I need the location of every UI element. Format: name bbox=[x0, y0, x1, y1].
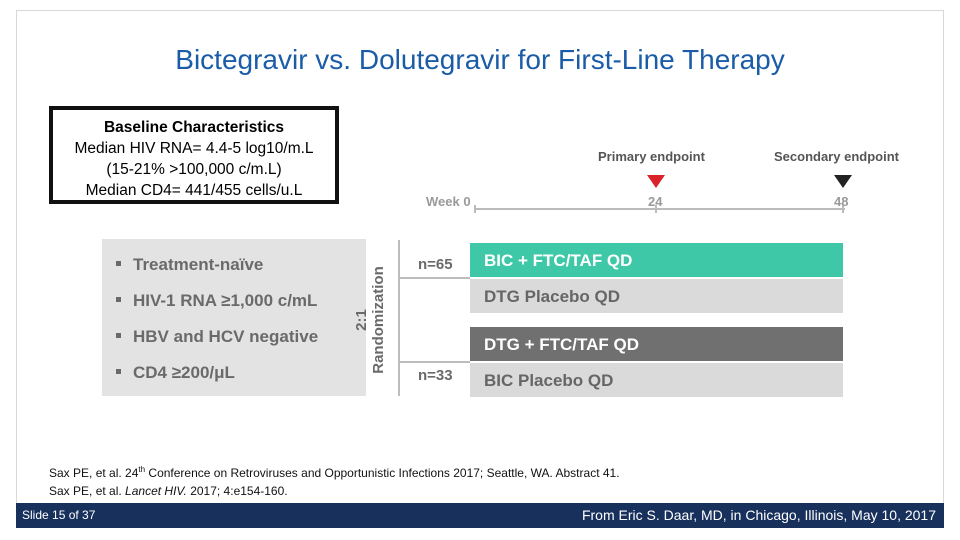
slide-title: Bictegravir vs. Dolutegravir for First-Line Therapy bbox=[175, 44, 785, 75]
randomization-text: Randomization bbox=[370, 266, 387, 374]
slide-number: Slide 15 of 37 bbox=[22, 508, 96, 522]
arm-bic-ftc-taf: BIC + FTC/TAF QD bbox=[470, 243, 843, 277]
bullet-icon bbox=[116, 261, 121, 266]
secondary-endpoint-label: Secondary endpoint bbox=[774, 149, 899, 164]
baseline-characteristics-box bbox=[49, 106, 339, 204]
baseline-line: Median HIV RNA= 4.4-5 log10/m.L bbox=[74, 140, 314, 157]
primary-endpoint-label: Primary endpoint bbox=[598, 149, 705, 164]
bullet-icon bbox=[116, 369, 121, 374]
bullet-icon bbox=[116, 297, 121, 302]
timeline-tick bbox=[474, 205, 476, 213]
primary-endpoint-marker-icon bbox=[647, 175, 665, 188]
inclusion-criteria-panel bbox=[102, 239, 366, 396]
bullet-icon bbox=[116, 333, 121, 338]
references bbox=[49, 461, 620, 500]
tick-label-24: 24 bbox=[648, 194, 663, 209]
baseline-heading: Baseline Characteristics bbox=[103, 119, 285, 136]
branch-line bbox=[398, 240, 400, 396]
baseline-line: Median CD4= 441/455 cells/u.L bbox=[85, 182, 303, 199]
randomization-label bbox=[343, 240, 397, 400]
criteria-item: HIV-1 RNA ≥1,000 c/mL bbox=[116, 291, 317, 311]
secondary-endpoint-marker-icon bbox=[834, 175, 852, 188]
randomization-ratio: 2:1 bbox=[353, 309, 370, 331]
criteria-item: HBV and HCV negative bbox=[116, 327, 318, 347]
arm-dtg-ftc-taf: DTG + FTC/TAF QD bbox=[470, 327, 843, 361]
footer-credit: From Eric S. Daar, MD, in Chicago, Illinois, May 10, 2017 bbox=[581, 507, 936, 523]
reference-2: Sax PE, et al. Lancet HIV. 2017; 4:e154-160. bbox=[49, 484, 288, 498]
tick-label-48: 48 bbox=[834, 194, 849, 209]
baseline-line: (15-21% >100,000 c/m.L) bbox=[106, 161, 282, 178]
arm-dtg-placebo: DTG Placebo QD bbox=[470, 279, 843, 313]
criteria-item: CD4 ≥200/μL bbox=[116, 363, 235, 383]
criteria-item: Treatment-naïve bbox=[116, 255, 263, 275]
tick-label-week0: Week 0 bbox=[426, 194, 471, 209]
branch-line bbox=[398, 361, 470, 363]
arm2-n-label: n=33 bbox=[418, 367, 453, 384]
arm1-n-label: n=65 bbox=[418, 256, 453, 273]
reference-1: Sax PE, et al. 24th Conference on Retroviruses and Opportunistic Infections 2017; Seattle, WA. Abstract 41. bbox=[49, 465, 620, 480]
arm-bic-placebo: BIC Placebo QD bbox=[470, 363, 843, 397]
branch-line bbox=[398, 277, 470, 279]
